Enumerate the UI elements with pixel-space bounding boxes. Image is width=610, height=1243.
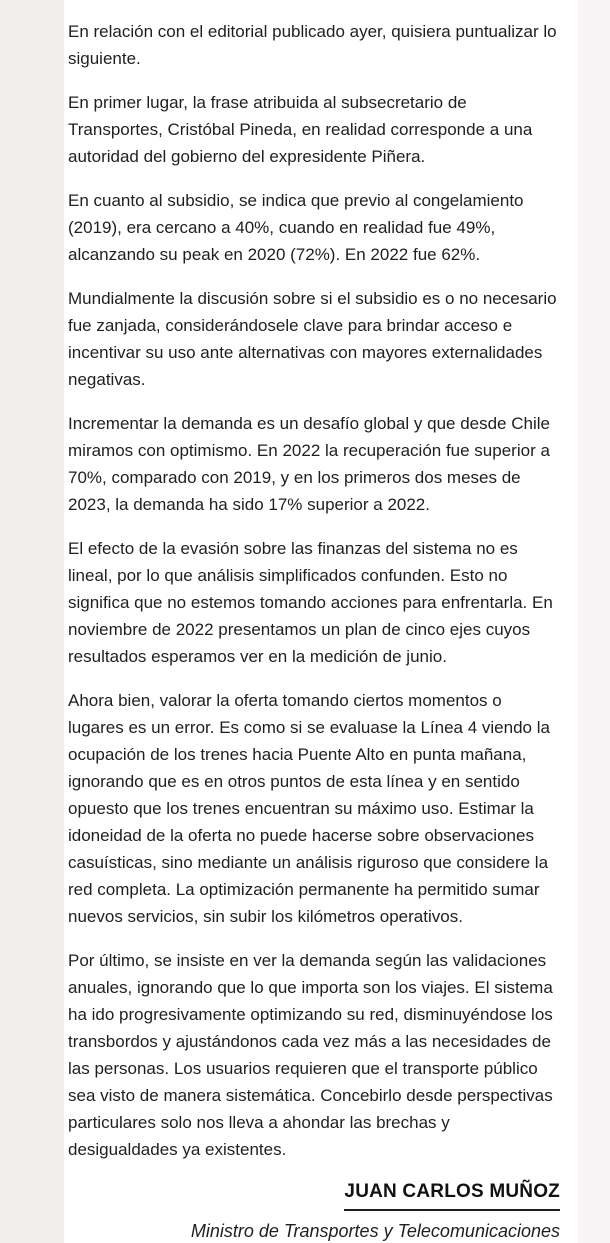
paragraph-demand: Incrementar la demanda es un desafío global y que desde Chile miramos con optimismo. En 2022 la recuperación fue superior a 70%, comparado con 2019, y en los primeros dos meses de 2023, la demanda ha sido 17% superior a 2022. (68, 414, 550, 514)
letter-body (68, 0, 560, 1242)
paragraph-first-point: En primer lugar, la frase atribuida al subsecretario de Transportes, Cristóbal Pineda, en realidad corresponde a una autoridad del gobierno del expresidente Piñera. (68, 93, 533, 166)
paragraph-supply: Ahora bien, valorar la oferta tomando ciertos momentos o lugares es un error. Es como si se evaluase la Línea 4 viendo la ocupación de los trenes hacia Puente Alto en punta mañana, ignorando que es en otros puntos de esta línea y en sentido opuesto que los trenes encuentran su máximo uso. Estimar la idoneidad de la oferta no puede hacerse sobre observaciones casuísticas, sino mediante un análisis riguroso que considere la red completa. La optimización permanente ha permitido sumar nuevos servicios, sin subir los kilómetros operativos. (68, 691, 550, 926)
signature-divider (344, 1209, 560, 1211)
signature-name-group (344, 1180, 560, 1220)
signature-title: Ministro de Transportes y Telecomunicaciones (190, 1221, 560, 1241)
paragraph-subsidy: En cuanto al subsidio, se indica que previo al congelamiento (2019), era cercano a 40%, cuando en realidad fue 49%, alcanzando su peak en 2020 (72%). En 2022 fue 62%. (68, 191, 524, 264)
signature-block (68, 1180, 560, 1242)
paragraph-global-discussion: Mundialmente la discusión sobre si el subsidio es o no necesario fue zanjada, considerándosele clave para brindar acceso e incentivar su uso ante alternativas con mayores externalidades negativas. (68, 289, 557, 389)
signature-name: JUAN CARLOS MUÑOZ (344, 1181, 560, 1202)
left-margin (0, 0, 64, 1243)
paragraph-closing: Por último, se insiste en ver la demanda según las validaciones anuales, ignorando que lo que importa son los viajes. El sistema ha ido progresivamente optimizando su red, disminuyéndose los transbordos y ajustándonos cada vez más a las necesidades de las personas. Los usuarios requieren que el transporte público sea visto de manera sistemática. Concebirlo desde perspectivas particulares solo nos lleva a ahondar las brechas y desigualdades ya existentes. (68, 951, 553, 1159)
paragraph-evasion: El efecto de la evasión sobre las finanzas del sistema no es lineal, por lo que análisis simplificados confunden. Esto no significa que no estemos tomando acciones para enfrentarla. En noviembre de 2022 presentamos un plan de cinco ejes cuyos resultados esperamos ver en la medición de junio. (68, 539, 553, 666)
paragraph-intro: En relación con el editorial publicado ayer, quisiera puntualizar lo siguiente. (68, 22, 557, 68)
right-margin (578, 0, 610, 1243)
